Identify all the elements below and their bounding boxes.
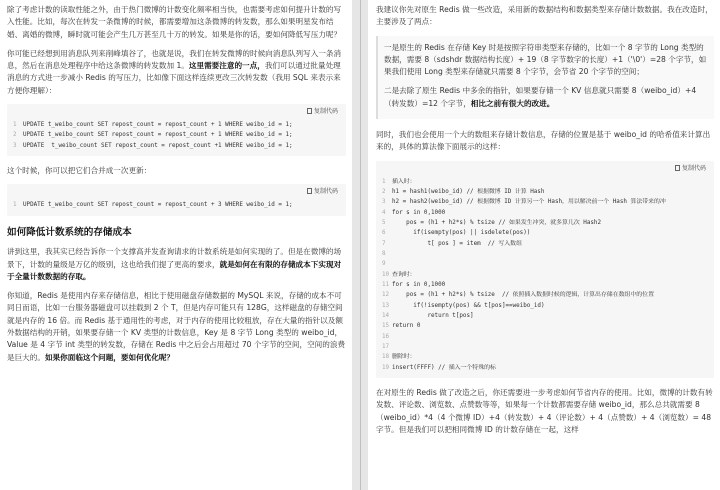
section-heading: 如何降低计数系统的存储成本 bbox=[7, 226, 132, 238]
note-item bbox=[384, 85, 708, 110]
page-divider bbox=[360, 0, 361, 490]
code-line: 17 bbox=[382, 343, 390, 350]
paragraph: 在对原生的 Redis 做了改造之后，你还需要进一步考虑如何节省内存的使用。比如，微博的计数有转发数、评论数、浏览数、点赞数等等，如果每一个计数都需要存储 weibo_id，那么总共就需要 8（weibo_id）*4（4 个微博 ID）+4（转发数）+ 4（评论数）+ 4（点赞数）+ 4（浏览数）= 48 字节。但是我们可以把相同微博 ID 的计数存储在一起，这样 bbox=[376, 387, 713, 434]
code-line: 15 return 0 bbox=[382, 323, 421, 330]
paragraph: 这个时候，你可以把它们合并成一次更新： bbox=[7, 166, 152, 176]
paragraph: 同时，我们也会使用一个大的数组来存储计数信息，存储的位置是基于 weibo_id 的哈希值来计算出来的，具体的算法像下面展示的这样： bbox=[376, 130, 711, 152]
bold-text: 就是如何在有限的存储成本下实现对于全量计数数据的存取。 bbox=[7, 259, 342, 281]
code-line: 3 h2 = hash2(weibo_id) // 根据微博 ID 计算另一个 Hash，用以解决前一个 Hash 算法带来的冲 bbox=[382, 199, 666, 206]
code-line: 2 UPDATE t_weibo_count SET repost_count = repost_count + 1 WHERE weibo_id = 1; bbox=[13, 132, 293, 139]
code-line: 8 bbox=[382, 250, 386, 257]
note-box bbox=[376, 36, 714, 119]
text: 二是去除了原生 Redis 中多余的指针，如果要存储一个 KV 信息就只需要 8（weibo_id）+4（转发数）=12 个字节， bbox=[384, 86, 697, 108]
text: 你可能已经想到用消息队列来削峰填谷了，也就是说，我们在转发微博的时候向消息队列写入一条消息，然后在消息处理程序中给这条微博的转发数加 1。 bbox=[7, 48, 342, 71]
code-line: 6 if(isempty(pos) || isdelete(pos)) bbox=[382, 230, 531, 237]
bold-text: 如果你面临这个问题，要如何优化呢？ bbox=[44, 352, 175, 362]
copy-code-button[interactable] bbox=[307, 107, 338, 118]
code-line: 1 插入时： bbox=[382, 178, 416, 185]
code-line: 4 for s in 0,1000 bbox=[382, 209, 446, 216]
code-line: 14 return t[pos] bbox=[382, 312, 474, 319]
copy-label: 复制代码 bbox=[681, 164, 706, 172]
code-line: 10 查询时： bbox=[382, 271, 416, 278]
code-line: 9 bbox=[382, 261, 386, 268]
code-line: 1 UPDATE t_weibo_count SET repost_count = repost_count + 3 WHERE weibo_id = 1; bbox=[13, 202, 293, 209]
bold-text: 相比之前有很大的改进。 bbox=[470, 98, 555, 108]
text: 讲到这里，我其实已经告诉你一个支撑高并发查询请求的计数系统是如何实现的了。但是在微博的场景下，计数的量级是万亿的级别，这也给我们提了更高的要求， bbox=[7, 247, 342, 269]
code-line: 7 t[ pos ] = item // 写入数组 bbox=[382, 240, 522, 247]
copy-label: 复制代码 bbox=[313, 188, 338, 196]
code-line: 2 h1 = hash1(weibo_id) // 根据微博 ID 计算 Hash bbox=[382, 189, 545, 195]
right-page bbox=[368, 0, 720, 490]
code-line: 3 UPDATE t_weibo_count SET repost_count = repost_count +1 WHERE weibo_id = 1; bbox=[13, 142, 293, 149]
code-line: 5 pos = (h1 + h2*s) % tsize // 如果发生冲突，就多算几次 Hash2 bbox=[382, 219, 601, 226]
code-line: 13 if(!isempty(pos) && t[pos]==weibo_id) bbox=[382, 302, 545, 309]
code-line: 16 bbox=[382, 333, 390, 340]
left-page bbox=[0, 0, 352, 490]
code-block bbox=[7, 184, 346, 215]
copy-label: 复制代码 bbox=[313, 108, 338, 116]
code-block bbox=[7, 104, 346, 156]
text: 我们可以通过批量处理消息的方式进一步减小 Redis 的写压力，比如像下面这样连续更改三次转发数（我用 SQL 来表示来方便你理解）： bbox=[7, 61, 341, 95]
bold-text: 这里需要注意的一点， bbox=[188, 61, 265, 71]
note-item: 一是原生的 Redis 在存储 Key 时是按照字符串类型来存储的，比如一个 8 字节的 Long 类型的数据，需要 8（sdshdr 数据结构长度）+ 19（8 字节数字的长度）+1（'\0'）=28 个字节，如果我们使用 Long 类型来存储就只需要 8 个字节，会节省 20 个字节的空间； bbox=[384, 42, 707, 77]
code-line: 18 删除时： bbox=[382, 354, 416, 361]
code-line: 11 for s in 0,1000 bbox=[382, 281, 446, 288]
paragraph bbox=[7, 246, 346, 283]
paragraph bbox=[7, 48, 346, 97]
code-line: 12 pos = (h1 + h2*s) % tsize // 依照插入数据时候的逻辑，计算出存储在数组中的位置 bbox=[382, 292, 654, 299]
code-line: 1 UPDATE t_weibo_count SET repost_count = repost_count + 1 WHERE weibo_id = 1; bbox=[13, 122, 293, 129]
copy-icon bbox=[307, 108, 312, 114]
copy-icon bbox=[675, 165, 680, 171]
code-block bbox=[376, 161, 714, 378]
code-line: 19 insert(FFFF) // 插入一个特殊的标 bbox=[382, 364, 496, 371]
copy-code-button[interactable] bbox=[675, 164, 706, 175]
paragraph: 我建议你先对原生 Redis 做一些改造，采用新的数据结构和数据类型来存储计数数据。我在改造时，主要涉及了两点： bbox=[376, 5, 713, 27]
copy-icon bbox=[307, 188, 312, 194]
copy-code-button[interactable] bbox=[307, 187, 338, 198]
paragraph bbox=[7, 290, 346, 364]
text: 你知道，Redis 是使用内存来存储信息，相比于使用磁盘存储数据的 MySQL 来说，存储的成本不可同日而语，比如一台服务器磁盘可以挂载到 2 个 T，但是内存可能只有 128G，这样磁盘的存储空间就是内存的 16 倍。而 Redis 基于通用性的考虑，对于内存的使用比较粗放，存在大量的指针以及额外数据结构的开销，如果要存储一个 KV 类型的计数信息，Key 是 8 字节 Long 类型的 weibo_id，Value 是 4 字节 int 类型的转发数，存储在 Redis 中之后会占用超过 70 个字节的空间，空间的浪费是巨大的。 bbox=[7, 291, 346, 362]
paragraph: 除了考虑计数的读取性能之外，由于热门微博的计数变化频率相当快，也需要考虑如何提升计数的写入性能。比如，每次在转发一条微博的时候，都需要增加这条微博的转发数，那么如果明星发布结婚、离婚的微博，瞬时就可能会产生几万甚至几十万的转发。如果是你的话，要如何降低写压力呢？ bbox=[7, 5, 342, 39]
